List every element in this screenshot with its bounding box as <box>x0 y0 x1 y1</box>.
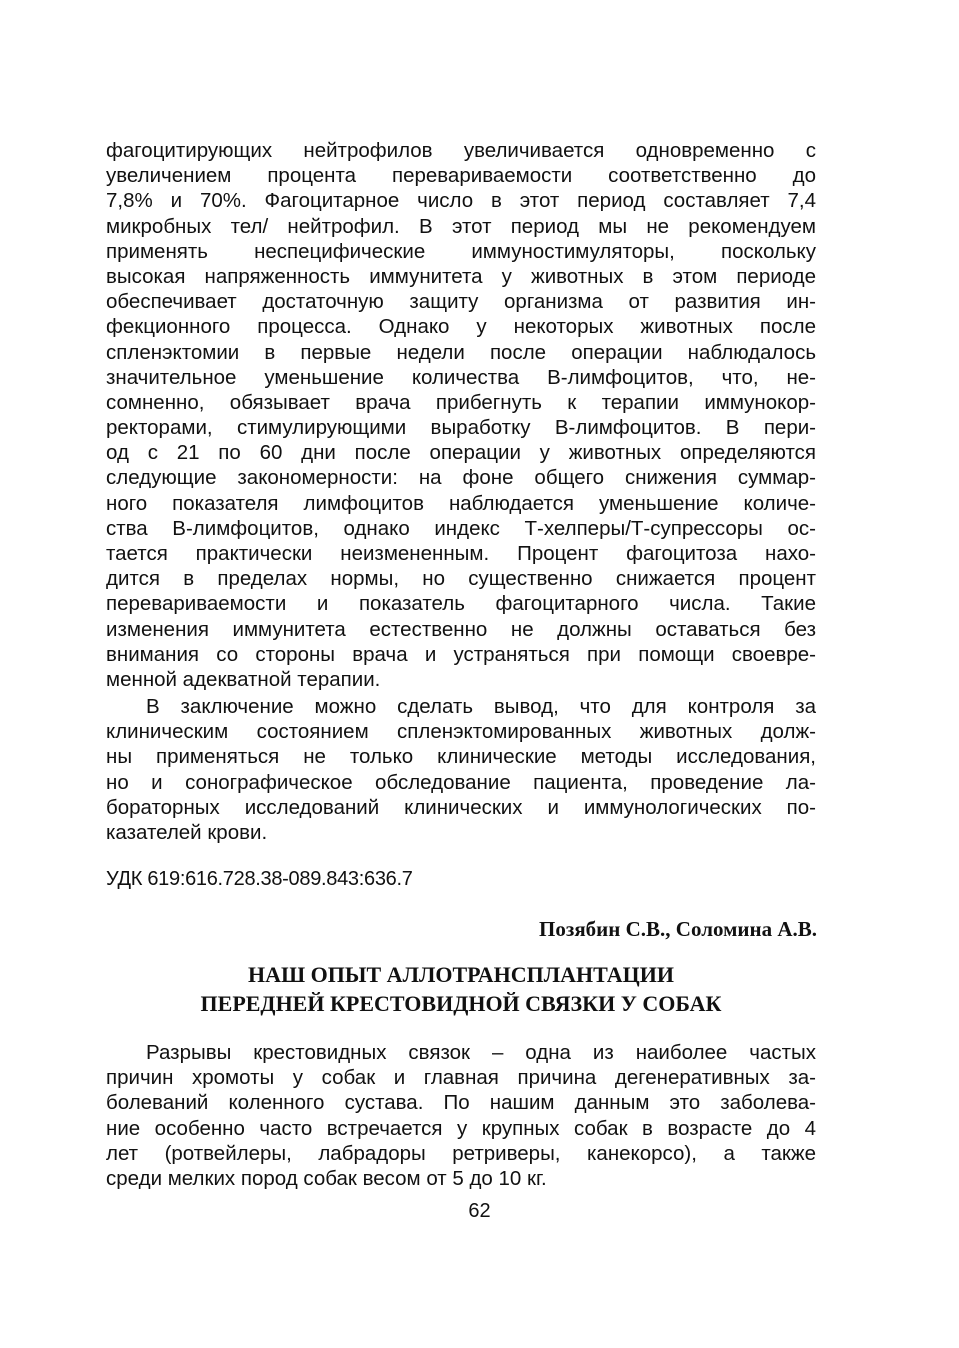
text-line: фагоцитирующих нейтрофилов увеличивается одновременно с <box>106 139 816 162</box>
conclusion-paragraph <box>106 694 816 845</box>
text-line: бораторных исследований клинических и иммунологических по- <box>106 795 816 819</box>
text-line: сомненно, обязывает врача прибегнуть к терапии иммунокор- <box>106 390 816 414</box>
text-line: клиническим состоянием спленэктомированных животных долж- <box>106 720 816 744</box>
text-line: В заключение можно сделать вывод, что для контроля за <box>146 695 816 718</box>
text-line: следующие закономерности: на фоне общего снижения суммар- <box>106 466 816 490</box>
text-line: лет (ротвейлеры, лабрадоры ретриверы, канекорсо), а также <box>106 1141 816 1165</box>
text-line: внимания со стороны врача и устраняться при помощи своевре- <box>106 642 816 666</box>
intro-paragraph <box>106 1040 816 1191</box>
article-title <box>106 960 816 1018</box>
text-line: среди мелких пород собак весом от 5 до 10 кг. <box>106 1166 547 1190</box>
article-authors: Позябин С.В., Соломина А.В. <box>539 917 817 941</box>
text-line: фекционного процесса. Однако у некоторых животных после <box>106 315 816 339</box>
title-line: НАШ ОПЫТ АЛЛОТРАНСПЛАНТАЦИИ <box>248 962 674 987</box>
text-line: Разрывы крестовидных связок – одна из наиболее частых <box>146 1041 816 1064</box>
text-line: ние особенно часто встречается у крупных собак в возрасте до 4 <box>106 1116 816 1140</box>
text-line: дится в пределах нормы, но существенно снижается процент <box>106 567 816 591</box>
text-line: тается практически неизмененным. Процент фагоцитоза нахо- <box>106 542 816 565</box>
text-line: ного показателя лимфоцитов наблюдается уменьшение количе- <box>106 491 816 515</box>
text-line: но и сонографическое обследование пациента, проведение ла- <box>106 770 816 794</box>
text-line: ректорами, стимулирующими выработку В-лимфоцитов. В пери- <box>106 416 816 440</box>
text-line: обеспечивает достаточную защиту организма от развития ин- <box>106 290 816 314</box>
paragraph-continuation <box>106 138 816 692</box>
text-line: казателей крови. <box>106 820 268 844</box>
udk-code: УДК 619:616.728.38-089.843:636.7 <box>106 868 413 890</box>
text-line: микробных тел/ нейтрофил. В этот период мы не рекомендуем <box>106 214 816 238</box>
text-line: менной адекватной терапии. <box>106 667 381 691</box>
text-line: применять неспецифические иммуностимуляторы, поскольку <box>106 239 816 263</box>
text-line: изменения иммунитета естественно не должны оставаться без <box>106 617 816 641</box>
page-number: 62 <box>468 1200 491 1222</box>
text-line: ны применяться не только клинические методы исследования, <box>106 745 816 769</box>
text-line: болеваний коленного сустава. По нашим данным это заболева- <box>106 1091 816 1115</box>
text-line: ства В-лимфоцитов, однако индекс Т-хелперы/Т-супрессоры ос- <box>106 516 816 540</box>
text-line: значительное уменьшение количества В-лимфоцитов, что, не- <box>106 365 816 389</box>
text-line: причин хромоты у собак и главная причина дегенеративных за- <box>106 1066 816 1090</box>
text-line: увеличением процента перевариваемости соответственно до <box>106 164 816 188</box>
text-line: 7,8% и 70%. Фагоцитарное число в этот период составляет 7,4 <box>106 189 816 213</box>
text-line: высокая напряженность иммунитета у животных в этом периоде <box>106 264 816 288</box>
text-line: спленэктомии в первые недели после операции наблюдалось <box>106 340 816 364</box>
title-line: ПЕРЕДНЕЙ КРЕСТОВИДНОЙ СВЯЗКИ У СОБАК <box>200 991 722 1016</box>
text-line: од с 21 по 60 дни после операции у животных определяются <box>106 441 816 465</box>
text-line: перевариваемости и показатель фагоцитарного числа. Такие <box>106 592 816 616</box>
